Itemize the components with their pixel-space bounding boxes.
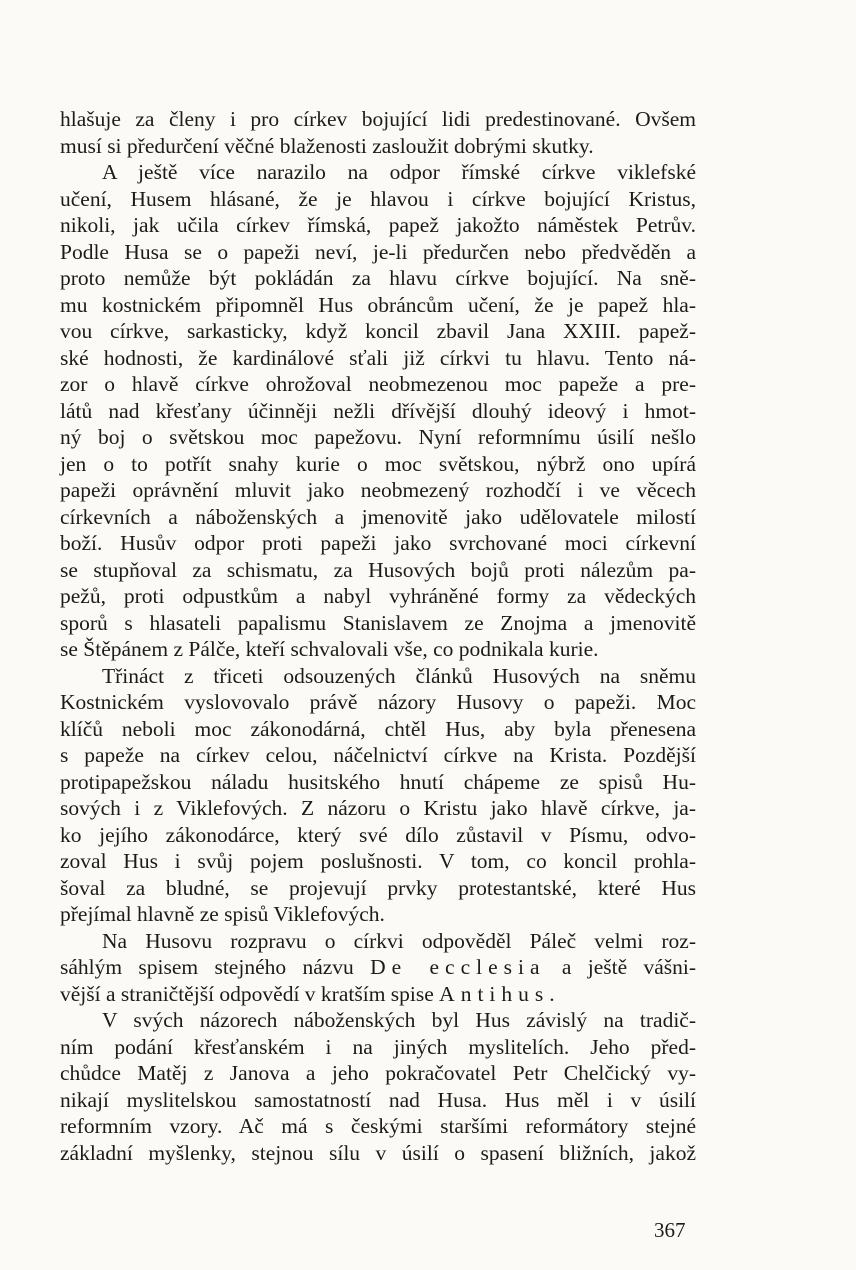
text-line: nikají myslitelskou samostatností nad Husa. Hus měl i v úsilí — [60, 1087, 696, 1112]
text-line: proto nemůže být pokládán za hlavu církve bojující. Na sně- — [60, 266, 696, 290]
text-line: A ještě více narazilo na odpor římské církve viklefské — [102, 160, 696, 184]
text-line: papeži oprávnění mluvit jako neobmezený rozhodčí i ve věcech — [60, 478, 696, 502]
text-line: látů nad křesťany účinněji nežli dřívější dlouhý ideový i hmot- — [60, 398, 696, 423]
text-line: reformním vzory. Ač má s českými staršími reformátory stejné — [60, 1114, 696, 1138]
work-title-de-ecclesia: De ecclesia — [370, 955, 546, 979]
text-line: zoval Hus i svůj pojem poslušnosti. V tom, co koncil prohla- — [60, 849, 696, 873]
text-line: pežů, proti odpustkům a nabyl vyhráněné formy za vědeckých — [60, 584, 696, 608]
text-line: Třináct z třiceti odsouzených článků Husových na sněmu — [102, 663, 696, 688]
text-line: hlašuje za členy i pro církev bojující lidi predestinované. Ovšem — [60, 107, 696, 131]
text-line: se stupňoval za schismatu, za Husových bojů proti nálezům pa- — [60, 557, 696, 582]
text-line: jen o to potřít snahy kurie o moc světskou, nýbrž ono upírá — [60, 451, 696, 476]
text-line: klíčů neboli moc zákonodárná, chtěl Hus, aby byla přenesena — [60, 716, 696, 741]
text-line: s papeže na církev celou, náčelnictví církve na Krista. Pozdější — [60, 743, 696, 767]
text-line: učení, Husem hlásané, že je hlavou i církve bojující Kristus, — [60, 186, 696, 211]
text-line: musí si předurčení věčné blaženosti zasloužit dobrými skutky. — [60, 133, 594, 158]
text-line: ním podání křesťanském i na jiných myslitelích. Jeho před- — [60, 1034, 696, 1059]
text-fragment: a ještě vášni- — [561, 955, 696, 979]
text-line — [60, 954, 696, 981]
text-line: Kostnickém vyslovovalo právě názory Husovy o papeži. Moc — [60, 690, 696, 714]
text-fragment: vější a straničtější odpovědí v kratším spise — [60, 981, 434, 1006]
text-line: sporů s hlasateli papalismu Stanislavem ze Znojma a jmenovitě — [60, 610, 696, 635]
text-line: boží. Husův odpor proti papeži jako svrchované moci církevní — [60, 531, 696, 555]
text-line: ko jejího zákonodárce, který své dílo zůstavil v Písmu, odvo- — [60, 822, 696, 847]
text-fragment: sáhlým spisem stejného názvu — [60, 955, 354, 979]
text-line: Na Husovu rozpravu o církvi odpověděl Páleč velmi roz- — [102, 928, 696, 953]
text-line: sových i z Viklefových. Z názoru o Kristu jako hlavě církve, ja- — [60, 796, 696, 820]
text-line: protipapežskou náladu husitského hnutí chápeme ze spisů Hu- — [60, 769, 696, 794]
text-line: mu kostnickém připomněl Hus obráncům učení, že je papež hla- — [60, 292, 696, 317]
text-line: nikoli, jak učila církev římská, papež jakožto náměstek Petrův. — [60, 213, 696, 237]
text-line: se Štěpánem z Pálče, kteří schvalovali vše, co podnikala kurie. — [60, 637, 599, 661]
text-line: šoval za bludné, se projevují prvky protestantské, které Hus — [60, 875, 696, 900]
text-line: vou církve, sarkasticky, když koncil zbavil Jana XXIII. papež- — [60, 319, 696, 343]
body-text — [60, 106, 696, 1166]
text-line: V svých názorech náboženských byl Hus závislý na tradič- — [102, 1008, 696, 1032]
text-line: základní myšlenky, stejnou sílu v úsilí o spasení bližních, jakož — [60, 1140, 696, 1165]
text-line — [60, 981, 696, 1008]
text-line: zor o hlavě církve ohrožoval neobmezenou moc papeže a pre- — [60, 372, 696, 396]
work-title-antihus: Antihus. — [439, 981, 561, 1006]
text-line: přejímal hlavně ze spisů Viklefových. — [60, 902, 385, 926]
text-line: chůdce Matěj z Janova a jeho pokračovatel Petr Chelčický vy- — [60, 1061, 696, 1085]
text-line: ný boj o světskou moc papežovu. Nyní reformnímu úsilí nešlo — [60, 425, 696, 449]
page-number: 367 — [654, 1218, 686, 1242]
text-line: ské hodnosti, že kardinálové sťali již církvi tu hlavu. Tento ná- — [60, 345, 696, 370]
text-line: Podle Husa se o papeži neví, je-li předurčen nebo předvěděn a — [60, 239, 696, 264]
text-line: církevních a náboženských a jmenovitě jako udělovatele milostí — [60, 504, 696, 529]
